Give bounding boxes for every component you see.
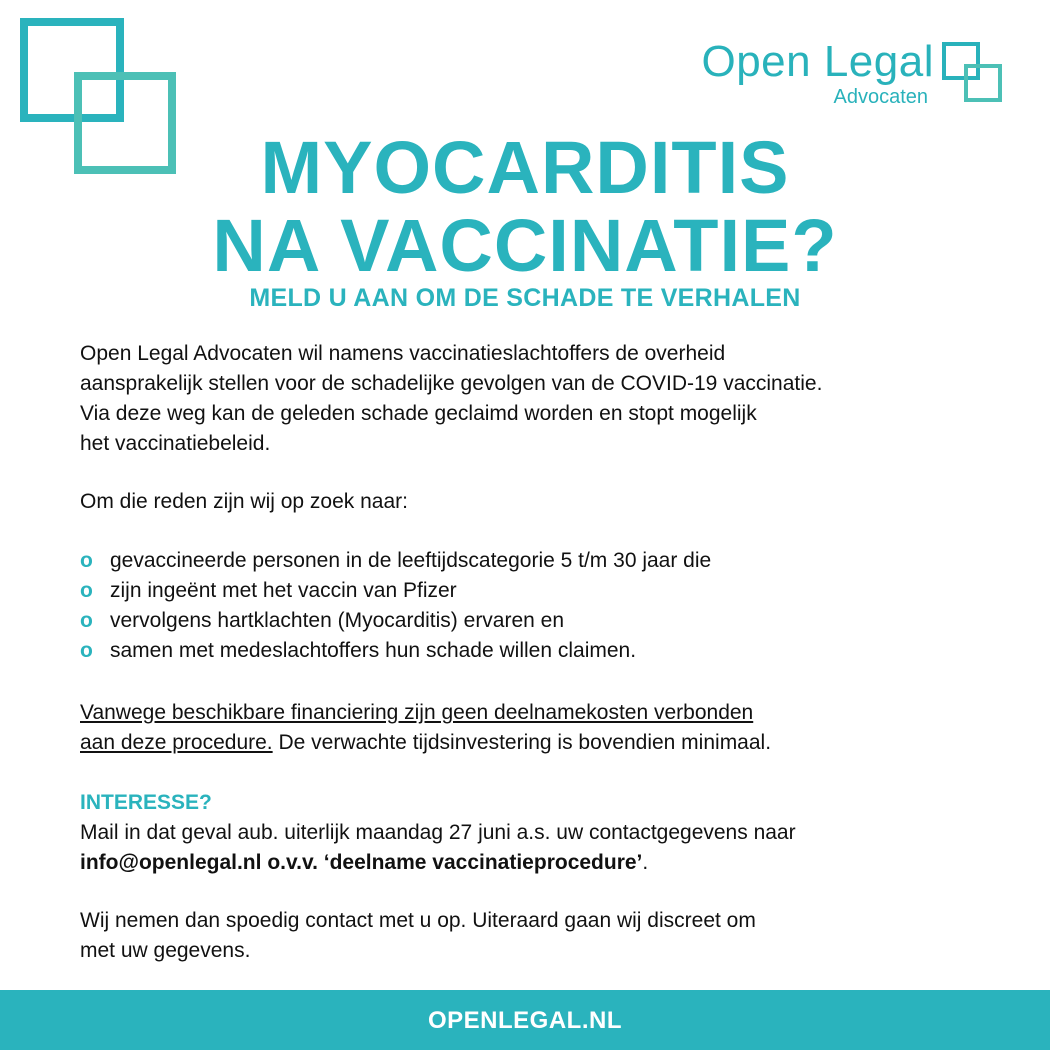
list-item [80, 606, 1000, 636]
contact-paragraph [80, 906, 1000, 966]
interest-paragraph [80, 818, 1000, 878]
bullet-icon: o [80, 579, 93, 602]
criteria-list [80, 546, 1000, 666]
logo-name: Open Legal [701, 37, 934, 86]
period: . [642, 851, 649, 874]
headline-line-2: NA VACCINATIE? [212, 204, 838, 287]
mail-subject: ‘deelname vaccinatieprocedure’ [323, 851, 643, 874]
headline-line-1: MYOCARDITIS [260, 126, 790, 209]
logo-subtitle: Advocaten [833, 86, 928, 108]
intro-line: het vaccinatiebeleid. [80, 432, 271, 455]
list-item-text: zijn ingeënt met het vaccin van Pfizer [110, 579, 457, 602]
funding-paragraph [80, 698, 1000, 758]
list-item [80, 546, 1000, 576]
interest-heading: INTERESSE? [80, 791, 212, 814]
footer-url-link[interactable]: OPENLEGAL.NL [427, 1007, 622, 1034]
bullet-icon: o [80, 609, 93, 632]
intro-paragraph [80, 339, 1000, 459]
list-item [80, 576, 1000, 606]
contact-line: Wij nemen dan spoedig contact met u op. Uiteraard gaan wij discreet om [80, 909, 756, 932]
contact-line: met uw gegevens. [80, 939, 251, 962]
footer-bar [0, 990, 1050, 1050]
list-item-text: vervolgens hartklachten (Myocarditis) ervaren en [110, 609, 565, 632]
intro-line: aansprakelijk stellen voor de schadelijke gevolgen van de COVID-19 vaccinatie. [80, 372, 823, 395]
subheadline: MELD U AAN OM DE SCHADE TE VERHALEN [249, 284, 801, 312]
bullet-icon: o [80, 639, 93, 662]
list-item-text: samen met medeslachtoffers hun schade willen claimen. [110, 639, 637, 662]
logo [686, 38, 1006, 110]
email-link[interactable]: info@openlegal.nl [80, 851, 262, 874]
list-item-text: gevaccineerde personen in de leeftijdscategorie 5 t/m 30 jaar die [110, 549, 712, 572]
bullet-icon: o [80, 549, 93, 572]
funding-text: De verwachte tijdsinvestering is bovendien minimaal. [272, 731, 772, 754]
interest-line: Mail in dat geval aub. uiterlijk maandag 27 juni a.s. uw contactgegevens naar [80, 821, 796, 844]
intro-line: Open Legal Advocaten wil namens vaccinatieslachtoffers de overheid [80, 342, 726, 365]
ovv-text: o.v.v. [267, 851, 318, 874]
lead-text: Om die reden zijn wij op zoek naar: [80, 490, 408, 513]
intro-line: Via deze weg kan de geleden schade geclaimd worden en stopt mogelijk [80, 402, 757, 425]
list-item [80, 636, 1000, 666]
funding-underlined-text: Vanwege beschikbare financiering zijn geen deelnamekosten verbonden [80, 701, 754, 724]
logo-squares-icon [942, 42, 1006, 104]
funding-underlined-text: aan deze procedure. [80, 731, 273, 754]
